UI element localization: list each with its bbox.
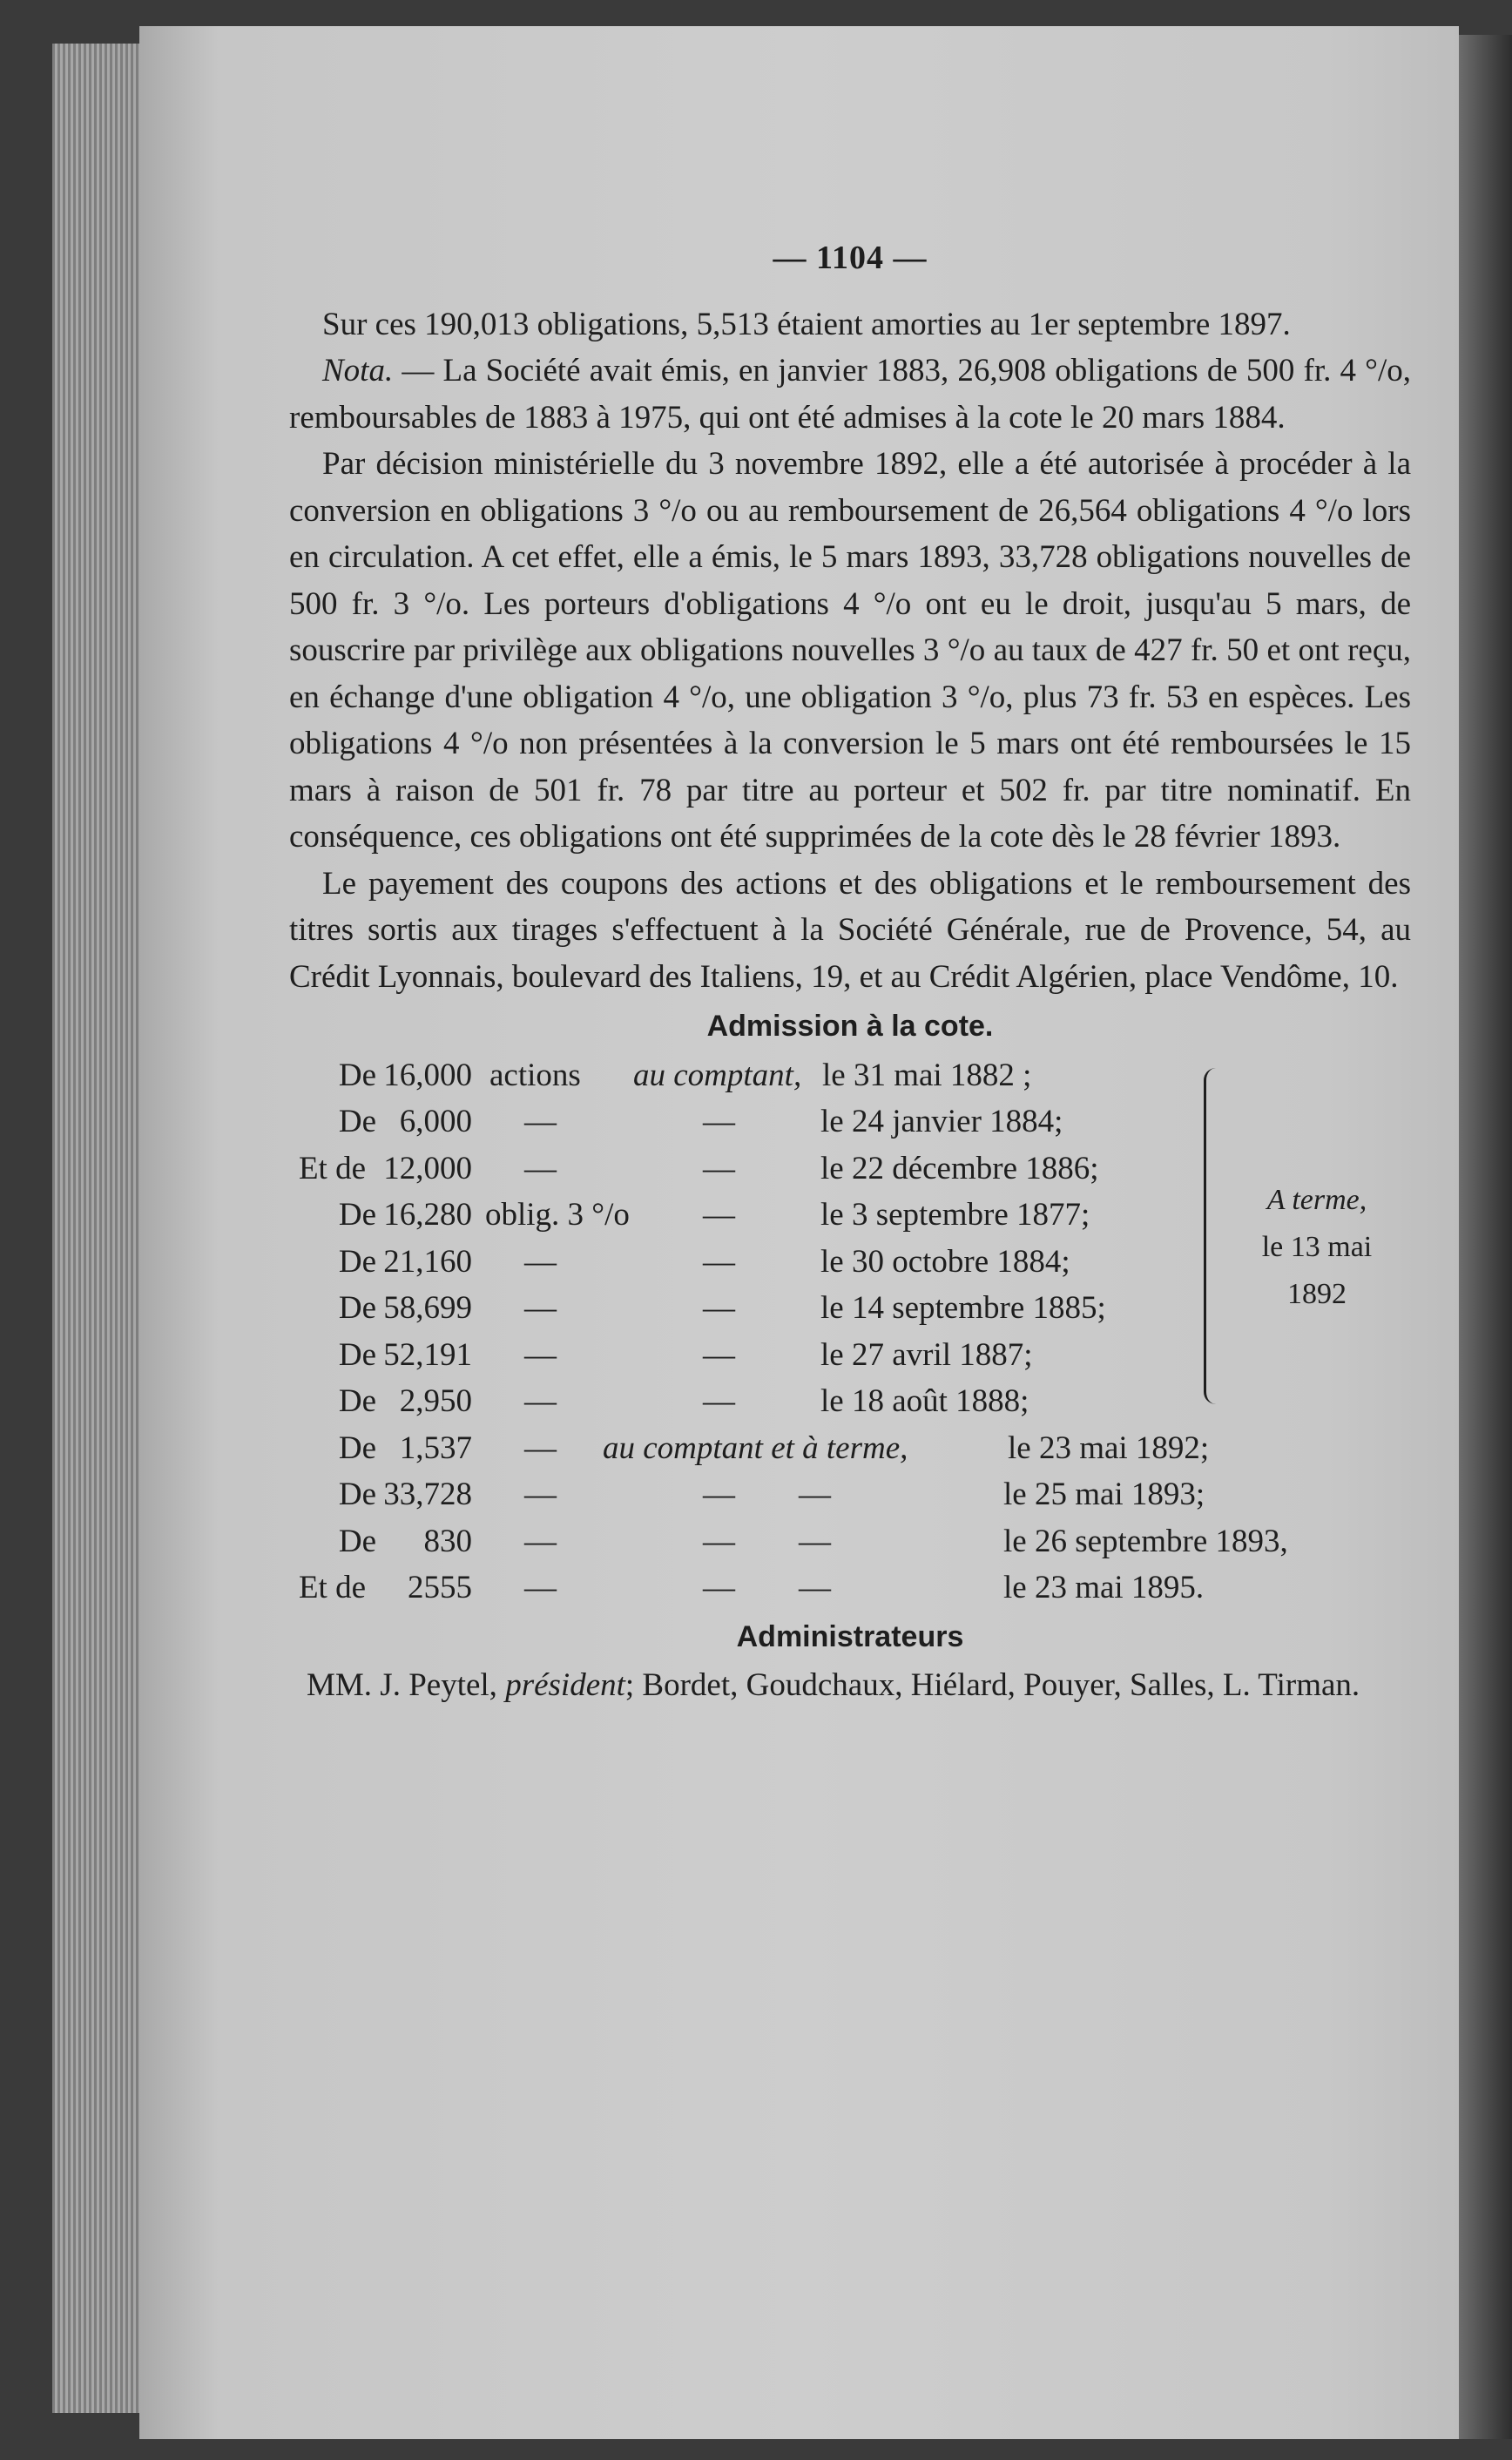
row-extra: — (799, 1477, 831, 1512)
row-quantity: 16,000 (383, 1057, 472, 1093)
row-prefix: De (338, 1429, 376, 1466)
row-prefix: Et de (298, 1570, 366, 1605)
row-quantity: 6,000 (399, 1104, 472, 1139)
row-mode: — (703, 1150, 735, 1186)
admission-row (289, 1332, 1411, 1379)
row-security-type: — (524, 1383, 557, 1419)
row-quantity: 2555 (408, 1570, 472, 1605)
row-quantity: 16,280 (383, 1197, 472, 1233)
administrators-prefix: MM. J. Peytel, (307, 1667, 506, 1703)
paragraph-amortization: Sur ces 190,013 obligations, 5,513 étaient amorties au 1er septembre 1897. (322, 306, 1291, 342)
row-date: le 27 avril 1887; (820, 1336, 1033, 1373)
row-security-type: — (524, 1336, 557, 1373)
row-date: le 23 mai 1895. (1003, 1570, 1205, 1605)
president-role: président (505, 1667, 625, 1703)
row-quantity: 33,728 (383, 1477, 472, 1512)
row-mode: — (703, 1523, 735, 1559)
row-extra: — (799, 1570, 831, 1605)
row-mode: au comptant et à terme, (603, 1429, 908, 1466)
administrators-rest: ; Bordet, Goudchaux, Hiélard, Pouyer, Salles, L. Tirman. (624, 1667, 1360, 1703)
book-binding-shadow (1459, 35, 1512, 2439)
admission-heading: Admission à la cote. (706, 1010, 994, 1043)
row-quantity: 1,537 (399, 1429, 472, 1466)
row-mode: — (703, 1290, 735, 1326)
admission-row (289, 1285, 1411, 1332)
nota-text: — La Société avait émis, en janvier 1883, 26,908 obligations de 500 fr. 4 °/o, remboursables de 1883 à 1975, qui ont été admises à la cote le 20 mars 1884. (289, 353, 1411, 436)
row-security-type: — (524, 1523, 557, 1559)
paragraph-nota (289, 348, 1411, 441)
page-content (289, 235, 1411, 1709)
page-number: — 1104 — (773, 240, 928, 276)
paragraph-conversion: Par décision ministérielle du 3 novembre 1892, elle a été autorisée à procéder à la conversion en obligations 3 °/o ou au remboursement de 26,564 obligations 4 °/o lors en circulation. A cet effet, elle a émis, le 5 mars 1893, 33,728 obligations nouvelles de 500 fr. 3 °/o. Les porteurs d'obligations 4 °/o ont eu le droit, jusqu'au 5 mars, de souscrire par privilège aux obligations nouvelles 3 °/o au taux de 427 fr. 50 et ont reçu, en échange d'une obligation 4 °/o, une obligation 3 °/o, plus 73 fr. 53 en espèces. Les obligations 4 °/o non présentées à la conversion le 5 mars ont été remboursées le 15 mars à raison de 501 fr. 78 par titre au porteur et 502 fr. par titre nominatif. En conséquence, ces obligations ont été supprimées de la cote dès le 28 février 1893. (289, 446, 1411, 855)
row-mode: — (703, 1243, 735, 1280)
row-prefix: De (338, 1477, 376, 1512)
row-date: le 18 août 1888; (820, 1383, 1029, 1419)
row-prefix: De (338, 1197, 376, 1233)
admission-row (289, 1239, 1411, 1286)
row-mode: — (703, 1104, 735, 1139)
row-quantity: 52,191 (383, 1336, 472, 1373)
row-security-type: — (524, 1429, 557, 1466)
row-prefix: De (338, 1104, 376, 1139)
row-security-type: — (524, 1477, 557, 1512)
row-prefix: De (338, 1523, 376, 1559)
row-mode: — (703, 1383, 735, 1419)
row-date: le 3 septembre 1877; (820, 1197, 1090, 1233)
admission-row (289, 1146, 1411, 1193)
row-date: le 25 mai 1893; (1003, 1477, 1205, 1512)
row-security-type: — (524, 1290, 557, 1326)
row-quantity: 21,160 (383, 1243, 472, 1280)
row-date: le 30 octobre 1884; (820, 1243, 1070, 1280)
row-mode: — (703, 1336, 735, 1373)
row-quantity: 12,000 (383, 1150, 472, 1186)
row-security-type: actions (489, 1057, 581, 1093)
admission-table (289, 1052, 1411, 1611)
row-date: le 24 janvier 1884; (820, 1104, 1063, 1139)
row-mode: — (703, 1197, 735, 1233)
row-date: le 14 septembre 1885; (820, 1290, 1106, 1326)
admission-row (289, 1098, 1411, 1146)
row-security-type: — (524, 1104, 557, 1139)
row-date: le 26 septembre 1893, (1003, 1523, 1288, 1559)
nota-label: Nota. (322, 353, 394, 389)
row-prefix: De (338, 1336, 376, 1373)
admission-row (289, 1518, 1411, 1565)
row-mode: au comptant, (633, 1057, 802, 1093)
brace-note-line2: le 13 mai 1892 (1261, 1230, 1373, 1310)
row-date: le 31 mai 1882 ; (822, 1057, 1032, 1093)
administrators-heading: Administrateurs (736, 1619, 964, 1653)
admission-row (289, 1378, 1411, 1425)
row-quantity: 58,699 (383, 1290, 472, 1326)
row-prefix: De (338, 1057, 376, 1093)
brace-note-line1: A terme, (1266, 1183, 1367, 1216)
row-extra: — (799, 1523, 831, 1559)
administrators-list (289, 1662, 1411, 1709)
row-mode: — (703, 1570, 735, 1605)
paragraph-payment: Le payement des coupons des actions et des obligations et le remboursement des titres sortis aux tirages s'effectuent à la Société Générale, rue de Provence, 54, au Crédit Lyonnais, boulevard des Italiens, 19, et au Crédit Algérien, place Vendôme, 10. (289, 865, 1411, 995)
row-mode: — (703, 1477, 735, 1512)
row-security-type: — (524, 1150, 557, 1186)
row-prefix: De (338, 1290, 376, 1326)
row-security-type: — (524, 1243, 557, 1280)
row-prefix: De (338, 1383, 376, 1419)
row-quantity: 830 (423, 1523, 472, 1559)
row-date: le 23 mai 1892; (1008, 1429, 1210, 1466)
admission-row (289, 1192, 1411, 1239)
row-prefix: De (338, 1243, 376, 1280)
row-security-type: oblig. 3 °/o (485, 1197, 630, 1233)
admission-row (289, 1471, 1411, 1518)
row-security-type: — (524, 1570, 557, 1605)
admission-row (289, 1425, 1411, 1472)
row-quantity: 2,950 (399, 1383, 472, 1419)
row-date: le 22 décembre 1886; (820, 1150, 1099, 1186)
admission-row (289, 1565, 1411, 1612)
row-prefix: Et de (298, 1150, 366, 1186)
admission-row (289, 1052, 1411, 1099)
